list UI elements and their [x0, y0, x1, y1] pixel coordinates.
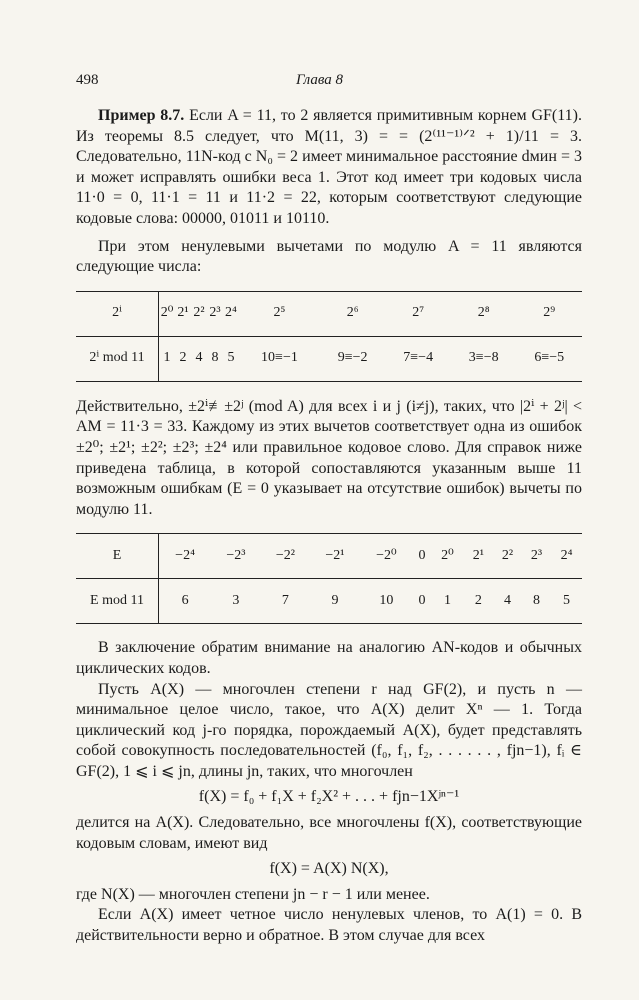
page-number: 498	[76, 72, 99, 88]
table-row	[76, 336, 582, 381]
table-cell: 2²	[493, 534, 522, 579]
page-content	[76, 106, 582, 947]
table-cell: 10	[360, 579, 413, 624]
table-cell: 0	[413, 579, 431, 624]
table-cell: 9≡−2	[320, 336, 386, 381]
table-cell: −2²	[261, 534, 311, 579]
table-cell: −2⁴	[159, 534, 212, 579]
table-cell: 2⁷	[385, 291, 451, 336]
residues-explanation: Действительно, ±2ⁱ≢±2ʲ (mod A) для всех i и j (i≠j), таких, что |2ⁱ + 2ʲ| < AM = 11·3 = 33. Каждому из этих вычетов соответствует одна из ошибок ±2⁰; ±2¹; ±2²; ±2³; ±2⁴ или правильное кодовое слово. Для справок ниже приведена таблица, в которой сопоставляются указанным выше 11 возможным ошибкам (E = 0 указывает на отсутствие ошибок) вычеты по модулю 11.	[76, 397, 582, 518]
table-cell: 2⁴	[551, 534, 582, 579]
table-cell: 2⁹	[516, 291, 582, 336]
table-cell: 2¹	[175, 291, 191, 336]
table-cell: 2	[464, 579, 493, 624]
table-cell: 4	[191, 336, 207, 381]
conclusion-paragraph: В заключение обратим внимание на аналогию AN-кодов и обычных циклических кодов.	[76, 639, 582, 677]
table-cell: 2¹	[464, 534, 493, 579]
table-cell: 10≡−1	[239, 336, 320, 381]
table-cell: 2⁴	[223, 291, 239, 336]
divisibility-paragraph: делится на A(X). Следовательно, все многочлены f(X), соответствующие кодовым словам, имеют вид	[76, 814, 582, 852]
table-header-cell: 2ⁱ	[76, 291, 159, 336]
table-cell: 8	[207, 336, 223, 381]
table-cell: 3≡−8	[451, 336, 517, 381]
table-cell: 9	[310, 579, 360, 624]
table-cell: 6	[159, 579, 212, 624]
table-cell: 4	[493, 579, 522, 624]
example-label: Пример 8.7.	[98, 107, 185, 124]
table-cell: 2⁵	[239, 291, 320, 336]
example-paragraph	[76, 106, 582, 230]
table-cell: 2⁸	[451, 291, 517, 336]
table-cell: 8	[522, 579, 551, 624]
table-cell: 6≡−5	[516, 336, 582, 381]
error-residue-table	[76, 533, 582, 624]
table-cell: 7	[261, 579, 311, 624]
table-header-cell: E mod 11	[76, 579, 159, 624]
chapter-title: Глава 8	[295, 72, 344, 88]
product-formula: f(X) = A(X) N(X),	[269, 860, 389, 878]
table-cell: 3	[211, 579, 261, 624]
cyclic-code-paragraph: Пусть A(X) — многочлен степени r над GF(2), и пусть n — минимальное целое число, такое, что A(X) делит Xⁿ — 1. Тогда циклический код j-го порядка, порождаемый A(X), будет представлять собой совокупность последовательностей (f₀, f₁, f₂, . . . . . . , fjn−1), fᵢ ∈ GF(2), 1 ⩽ i ⩽ jn, длины jn, таких, что многочлен	[76, 680, 583, 780]
residues-table	[76, 291, 582, 382]
table-cell: 1	[431, 579, 464, 624]
table-cell: 0	[413, 534, 431, 579]
table-row	[76, 534, 582, 579]
table-cell: 2⁰	[431, 534, 464, 579]
page-header	[76, 72, 563, 92]
polynomial-formula: f(X) = f₀ + f₁X + f₂X² + . . . + fjn−1Xʲⁿ⁻¹	[198, 788, 460, 806]
table-cell: 2³	[207, 291, 223, 336]
table-cell: 7≡−4	[385, 336, 451, 381]
example-text: Если A = 11, то 2 является примитивным корнем GF(11). Из теоремы 8.5 следует, что M(11, 3) = = (2⁽¹¹⁻¹⁾ᐟ² + 1)/11 = 3. Следовательно, 11N-код с N₀ = 2 имеет минимальное расстояние dмин = 3 и может исправлять ошибки веса 1. Этот код имеет три кодовых числа 11·0 = 0, 11·1 = 11 и 11·2 = 22, которым соответствуют следующие кодовые слова: 00000, 01011 и 10110.	[76, 107, 582, 227]
table-row	[76, 291, 582, 336]
degree-paragraph: где N(X) — многочлен степени jn − r − 1 или менее.	[76, 885, 430, 903]
table-header-cell: E	[76, 534, 159, 579]
table-cell: 5	[223, 336, 239, 381]
table-cell: 2²	[191, 291, 207, 336]
table-header-cell: 2ⁱ mod 11	[76, 336, 159, 381]
table-cell: 2	[175, 336, 191, 381]
table-cell: 5	[551, 579, 582, 624]
table-cell: 2⁶	[320, 291, 386, 336]
residues-intro: При этом ненулевыми вычетами по модулю A = 11 являются следующие числа:	[76, 237, 582, 276]
table-cell: 2³	[522, 534, 551, 579]
table-row	[76, 579, 582, 624]
table-cell: 2⁰	[159, 291, 176, 336]
table-cell: −2¹	[310, 534, 360, 579]
table-cell: −2⁰	[360, 534, 413, 579]
even-terms-paragraph: Если A(X) имеет четное число ненулевых членов, то A(1) = 0. В действительности верно и обратное. В этом случае для всех	[76, 906, 582, 945]
table-cell: −2³	[211, 534, 261, 579]
table-cell: 1	[159, 336, 176, 381]
